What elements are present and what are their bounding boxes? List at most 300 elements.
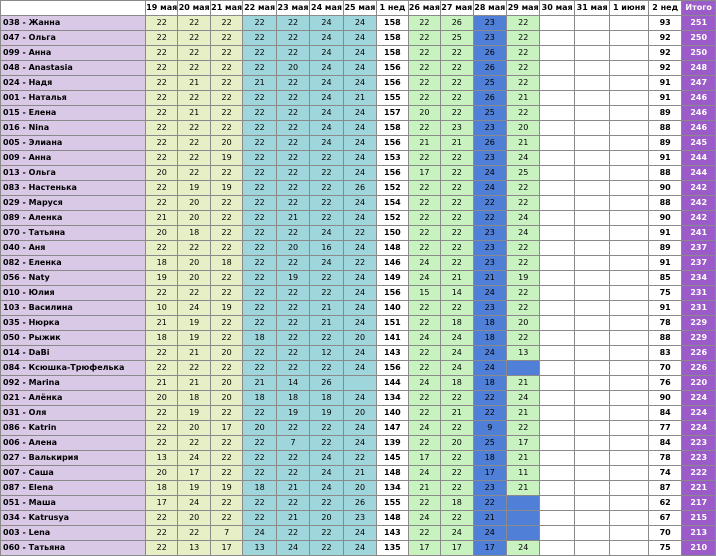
day-cell[interactable]: 22 (310, 526, 343, 541)
day-cell[interactable]: 22 (506, 256, 539, 271)
day-cell[interactable]: 18 (146, 256, 178, 271)
day-cell[interactable]: 22 (408, 436, 440, 451)
day-cell[interactable]: 22 (276, 361, 309, 376)
week2-sum[interactable]: 91 (648, 91, 681, 106)
day-cell[interactable]: 22 (276, 316, 309, 331)
day-cell[interactable]: 22 (243, 226, 276, 241)
day-cell[interactable] (610, 76, 649, 91)
day-cell[interactable]: 22 (243, 346, 276, 361)
day-cell[interactable]: 24 (441, 526, 473, 541)
day-cell[interactable]: 24 (310, 226, 343, 241)
day-cell[interactable]: 22 (146, 136, 178, 151)
participant-name[interactable]: 082 - Еленка (1, 256, 146, 271)
day-cell[interactable]: 22 (506, 16, 539, 31)
day-cell[interactable]: 21 (243, 76, 276, 91)
day-cell[interactable]: 22 (243, 301, 276, 316)
day-cell[interactable]: 21 (146, 376, 178, 391)
day-cell[interactable]: 22 (441, 196, 473, 211)
week2-sum[interactable]: 70 (648, 361, 681, 376)
day-cell[interactable] (574, 196, 609, 211)
day-cell[interactable]: 18 (243, 481, 276, 496)
total-sum[interactable]: 246 (682, 106, 716, 121)
day-cell[interactable]: 18 (276, 391, 309, 406)
day-cell[interactable] (540, 316, 574, 331)
day-cell[interactable] (574, 346, 609, 361)
participant-name[interactable]: 048 - Anastasia (1, 61, 146, 76)
total-sum[interactable]: 226 (682, 361, 716, 376)
week1-sum[interactable]: 140 (377, 301, 408, 316)
day-cell[interactable]: 24 (343, 436, 376, 451)
week1-sum[interactable]: 143 (377, 346, 408, 361)
day-cell[interactable]: 11 (506, 466, 539, 481)
day-cell[interactable]: 17 (146, 496, 178, 511)
day-cell[interactable]: 22 (310, 361, 343, 376)
week1-sum[interactable]: 150 (377, 226, 408, 241)
day-cell[interactable]: 24 (310, 121, 343, 136)
day-cell[interactable]: 22 (243, 91, 276, 106)
header-day[interactable]: 21 мая (210, 1, 242, 16)
day-cell[interactable]: 21 (473, 271, 506, 286)
week2-sum[interactable]: 92 (648, 61, 681, 76)
day-cell[interactable]: 23 (343, 511, 376, 526)
total-sum[interactable]: 220 (682, 376, 716, 391)
day-cell[interactable]: 22 (210, 241, 242, 256)
week2-sum[interactable]: 78 (648, 451, 681, 466)
day-cell[interactable]: 22 (243, 361, 276, 376)
day-cell[interactable]: 22 (178, 151, 210, 166)
day-cell[interactable] (610, 301, 649, 316)
day-cell[interactable] (574, 361, 609, 376)
week1-sum[interactable]: 156 (377, 361, 408, 376)
total-sum[interactable]: 242 (682, 181, 716, 196)
day-cell[interactable]: 26 (473, 61, 506, 76)
day-cell[interactable]: 22 (243, 466, 276, 481)
week1-sum[interactable]: 147 (377, 421, 408, 436)
participant-name[interactable]: 089 - Аленка (1, 211, 146, 226)
day-cell[interactable]: 22 (146, 196, 178, 211)
day-cell[interactable] (540, 511, 574, 526)
day-cell[interactable]: 22 (146, 76, 178, 91)
day-cell[interactable]: 13 (243, 541, 276, 556)
day-cell[interactable]: 20 (506, 121, 539, 136)
day-cell[interactable]: 17 (210, 421, 242, 436)
day-cell[interactable]: 23 (473, 31, 506, 46)
day-cell[interactable]: 26 (310, 376, 343, 391)
total-sum[interactable]: 234 (682, 271, 716, 286)
week1-sum[interactable]: 156 (377, 286, 408, 301)
day-cell[interactable]: 19 (178, 181, 210, 196)
day-cell[interactable]: 22 (210, 196, 242, 211)
day-cell[interactable]: 22 (146, 421, 178, 436)
total-sum[interactable]: 237 (682, 241, 716, 256)
day-cell[interactable]: 22 (408, 151, 440, 166)
day-cell[interactable]: 22 (243, 286, 276, 301)
day-cell[interactable]: 21 (408, 136, 440, 151)
day-cell[interactable]: 24 (343, 346, 376, 361)
day-cell[interactable] (610, 61, 649, 76)
day-cell[interactable]: 20 (343, 481, 376, 496)
day-cell[interactable] (610, 16, 649, 31)
day-cell[interactable] (574, 316, 609, 331)
day-cell[interactable]: 26 (441, 16, 473, 31)
day-cell[interactable] (506, 496, 539, 511)
day-cell[interactable]: 22 (408, 211, 440, 226)
day-cell[interactable]: 22 (276, 421, 309, 436)
day-cell[interactable]: 22 (276, 16, 309, 31)
day-cell[interactable]: 21 (276, 481, 309, 496)
header-day[interactable]: 30 мая (540, 1, 574, 16)
total-sum[interactable]: 237 (682, 256, 716, 271)
day-cell[interactable]: 20 (506, 316, 539, 331)
day-cell[interactable]: 22 (243, 496, 276, 511)
day-cell[interactable]: 22 (210, 106, 242, 121)
total-sum[interactable]: 224 (682, 421, 716, 436)
day-cell[interactable]: 22 (210, 31, 242, 46)
day-cell[interactable]: 19 (276, 271, 309, 286)
participant-name[interactable]: 010 - Юлия (1, 286, 146, 301)
day-cell[interactable]: 21 (146, 316, 178, 331)
week2-sum[interactable]: 91 (648, 256, 681, 271)
day-cell[interactable]: 22 (243, 271, 276, 286)
day-cell[interactable]: 20 (310, 511, 343, 526)
day-cell[interactable]: 22 (146, 526, 178, 541)
day-cell[interactable]: 24 (343, 526, 376, 541)
day-cell[interactable] (574, 526, 609, 541)
day-cell[interactable]: 22 (506, 241, 539, 256)
day-cell[interactable] (574, 226, 609, 241)
day-cell[interactable]: 22 (146, 436, 178, 451)
week2-sum[interactable]: 88 (648, 196, 681, 211)
day-cell[interactable]: 21 (178, 346, 210, 361)
day-cell[interactable]: 22 (441, 181, 473, 196)
day-cell[interactable]: 24 (310, 76, 343, 91)
week1-sum[interactable]: 151 (377, 316, 408, 331)
day-cell[interactable]: 17 (178, 466, 210, 481)
day-cell[interactable]: 24 (473, 361, 506, 376)
total-sum[interactable]: 210 (682, 541, 716, 556)
day-cell[interactable]: 22 (343, 256, 376, 271)
day-cell[interactable]: 26 (473, 46, 506, 61)
week1-sum[interactable]: 146 (377, 256, 408, 271)
day-cell[interactable]: 22 (146, 361, 178, 376)
week1-sum[interactable]: 144 (377, 376, 408, 391)
day-cell[interactable]: 20 (178, 511, 210, 526)
day-cell[interactable]: 26 (343, 496, 376, 511)
day-cell[interactable] (574, 151, 609, 166)
day-cell[interactable]: 22 (441, 466, 473, 481)
day-cell[interactable]: 22 (310, 436, 343, 451)
day-cell[interactable]: 20 (146, 166, 178, 181)
week2-sum[interactable]: 87 (648, 481, 681, 496)
week1-sum[interactable]: 135 (377, 541, 408, 556)
day-cell[interactable]: 24 (343, 211, 376, 226)
day-cell[interactable] (540, 196, 574, 211)
day-cell[interactable]: 21 (146, 211, 178, 226)
day-cell[interactable]: 22 (178, 16, 210, 31)
week1-sum[interactable]: 148 (377, 511, 408, 526)
day-cell[interactable]: 24 (310, 481, 343, 496)
participant-name[interactable]: 051 - Маша (1, 496, 146, 511)
total-sum[interactable]: 245 (682, 136, 716, 151)
day-cell[interactable]: 24 (343, 166, 376, 181)
day-cell[interactable] (540, 136, 574, 151)
day-cell[interactable]: 21 (506, 136, 539, 151)
day-cell[interactable] (540, 91, 574, 106)
day-cell[interactable]: 22 (178, 436, 210, 451)
day-cell[interactable] (574, 286, 609, 301)
day-cell[interactable]: 22 (441, 151, 473, 166)
day-cell[interactable]: 22 (441, 91, 473, 106)
day-cell[interactable]: 22 (276, 301, 309, 316)
week2-sum[interactable]: 92 (648, 31, 681, 46)
day-cell[interactable]: 22 (441, 511, 473, 526)
day-cell[interactable]: 21 (506, 481, 539, 496)
day-cell[interactable]: 20 (178, 271, 210, 286)
week2-sum[interactable]: 93 (648, 16, 681, 31)
day-cell[interactable]: 20 (146, 391, 178, 406)
header-day[interactable]: 27 мая (441, 1, 473, 16)
day-cell[interactable] (574, 331, 609, 346)
day-cell[interactable] (574, 76, 609, 91)
day-cell[interactable]: 22 (310, 151, 343, 166)
day-cell[interactable]: 22 (276, 451, 309, 466)
day-cell[interactable]: 23 (473, 256, 506, 271)
day-cell[interactable] (574, 166, 609, 181)
day-cell[interactable]: 17 (210, 541, 242, 556)
day-cell[interactable]: 22 (506, 301, 539, 316)
day-cell[interactable]: 26 (343, 181, 376, 196)
day-cell[interactable] (574, 106, 609, 121)
participant-name[interactable]: 003 - Lena (1, 526, 146, 541)
day-cell[interactable] (574, 376, 609, 391)
day-cell[interactable]: 22 (243, 151, 276, 166)
week2-sum[interactable]: 91 (648, 301, 681, 316)
day-cell[interactable] (540, 451, 574, 466)
day-cell[interactable]: 22 (408, 241, 440, 256)
day-cell[interactable]: 22 (146, 541, 178, 556)
day-cell[interactable]: 22 (146, 511, 178, 526)
day-cell[interactable]: 24 (506, 541, 539, 556)
day-cell[interactable]: 22 (146, 61, 178, 76)
participant-name[interactable]: 035 - Нюрка (1, 316, 146, 331)
day-cell[interactable] (540, 61, 574, 76)
day-cell[interactable] (610, 166, 649, 181)
participant-name[interactable]: 014 - DaBi (1, 346, 146, 361)
week2-sum[interactable]: 88 (648, 166, 681, 181)
day-cell[interactable] (610, 241, 649, 256)
day-cell[interactable] (610, 361, 649, 376)
week1-sum[interactable]: 156 (377, 136, 408, 151)
day-cell[interactable]: 24 (506, 211, 539, 226)
day-cell[interactable]: 24 (310, 46, 343, 61)
day-cell[interactable]: 22 (276, 76, 309, 91)
day-cell[interactable] (574, 421, 609, 436)
header-day[interactable]: 28 мая (473, 1, 506, 16)
participant-name[interactable]: 092 - Marina (1, 376, 146, 391)
day-cell[interactable] (540, 391, 574, 406)
week2-sum[interactable]: 77 (648, 421, 681, 436)
week1-sum[interactable]: 155 (377, 496, 408, 511)
week2-sum[interactable]: 74 (648, 466, 681, 481)
total-sum[interactable]: 251 (682, 16, 716, 31)
week1-sum[interactable]: 158 (377, 121, 408, 136)
day-cell[interactable] (610, 316, 649, 331)
day-cell[interactable] (540, 241, 574, 256)
day-cell[interactable]: 22 (441, 211, 473, 226)
day-cell[interactable] (610, 451, 649, 466)
day-cell[interactable]: 22 (506, 196, 539, 211)
day-cell[interactable] (610, 196, 649, 211)
day-cell[interactable]: 23 (473, 481, 506, 496)
day-cell[interactable]: 21 (506, 376, 539, 391)
day-cell[interactable]: 20 (343, 406, 376, 421)
week2-sum[interactable]: 89 (648, 106, 681, 121)
day-cell[interactable]: 21 (506, 91, 539, 106)
day-cell[interactable]: 17 (408, 541, 440, 556)
day-cell[interactable]: 22 (210, 46, 242, 61)
day-cell[interactable]: 22 (210, 466, 242, 481)
day-cell[interactable] (610, 106, 649, 121)
participant-name[interactable]: 084 - Ксюшка-Трюфелька (1, 361, 146, 376)
day-cell[interactable]: 24 (310, 136, 343, 151)
day-cell[interactable]: 24 (441, 361, 473, 376)
day-cell[interactable] (574, 181, 609, 196)
day-cell[interactable]: 21 (310, 301, 343, 316)
day-cell[interactable] (540, 166, 574, 181)
day-cell[interactable]: 20 (210, 346, 242, 361)
day-cell[interactable]: 22 (146, 31, 178, 46)
day-cell[interactable]: 22 (146, 16, 178, 31)
total-sum[interactable]: 241 (682, 226, 716, 241)
total-sum[interactable]: 231 (682, 286, 716, 301)
day-cell[interactable] (574, 301, 609, 316)
day-cell[interactable]: 24 (408, 331, 440, 346)
day-cell[interactable]: 24 (441, 346, 473, 361)
day-cell[interactable]: 22 (276, 91, 309, 106)
day-cell[interactable]: 18 (178, 391, 210, 406)
day-cell[interactable]: 19 (178, 316, 210, 331)
header-week1[interactable]: 1 нед (377, 1, 408, 16)
day-cell[interactable]: 22 (243, 31, 276, 46)
day-cell[interactable]: 22 (276, 286, 309, 301)
day-cell[interactable]: 21 (441, 271, 473, 286)
participant-name[interactable]: 021 - Алёнка (1, 391, 146, 406)
day-cell[interactable]: 22 (343, 451, 376, 466)
week1-sum[interactable]: 154 (377, 196, 408, 211)
participant-name[interactable]: 070 - Татьяна (1, 226, 146, 241)
day-cell[interactable]: 22 (441, 61, 473, 76)
day-cell[interactable]: 21 (178, 376, 210, 391)
day-cell[interactable]: 24 (408, 271, 440, 286)
day-cell[interactable]: 16 (310, 241, 343, 256)
day-cell[interactable]: 22 (243, 166, 276, 181)
day-cell[interactable]: 22 (146, 121, 178, 136)
week2-sum[interactable]: 83 (648, 346, 681, 361)
day-cell[interactable]: 13 (178, 541, 210, 556)
week2-sum[interactable]: 67 (648, 511, 681, 526)
day-cell[interactable]: 19 (210, 151, 242, 166)
day-cell[interactable]: 19 (178, 406, 210, 421)
day-cell[interactable]: 23 (473, 121, 506, 136)
total-sum[interactable]: 250 (682, 31, 716, 46)
total-sum[interactable]: 222 (682, 466, 716, 481)
day-cell[interactable]: 18 (441, 316, 473, 331)
week1-sum[interactable]: 149 (377, 271, 408, 286)
day-cell[interactable]: 22 (243, 241, 276, 256)
day-cell[interactable]: 22 (210, 91, 242, 106)
day-cell[interactable]: 22 (243, 46, 276, 61)
day-cell[interactable] (610, 481, 649, 496)
day-cell[interactable]: 24 (343, 541, 376, 556)
day-cell[interactable]: 22 (441, 256, 473, 271)
participant-name[interactable]: 060 - Татьяна (1, 541, 146, 556)
day-cell[interactable] (540, 16, 574, 31)
day-cell[interactable] (540, 256, 574, 271)
day-cell[interactable]: 20 (243, 421, 276, 436)
day-cell[interactable]: 24 (343, 151, 376, 166)
day-cell[interactable]: 22 (473, 406, 506, 421)
day-cell[interactable]: 22 (243, 256, 276, 271)
day-cell[interactable]: 19 (178, 331, 210, 346)
day-cell[interactable]: 22 (408, 226, 440, 241)
day-cell[interactable] (574, 436, 609, 451)
day-cell[interactable] (506, 511, 539, 526)
participant-name[interactable]: 040 - Аня (1, 241, 146, 256)
day-cell[interactable]: 22 (178, 166, 210, 181)
day-cell[interactable]: 22 (506, 181, 539, 196)
day-cell[interactable]: 22 (210, 316, 242, 331)
day-cell[interactable]: 22 (276, 136, 309, 151)
day-cell[interactable] (540, 541, 574, 556)
day-cell[interactable]: 19 (210, 301, 242, 316)
day-cell[interactable]: 23 (473, 16, 506, 31)
week2-sum[interactable]: 90 (648, 181, 681, 196)
day-cell[interactable]: 14 (276, 376, 309, 391)
day-cell[interactable] (610, 511, 649, 526)
day-cell[interactable] (540, 376, 574, 391)
day-cell[interactable]: 19 (506, 271, 539, 286)
day-cell[interactable]: 22 (146, 106, 178, 121)
day-cell[interactable] (540, 76, 574, 91)
day-cell[interactable]: 22 (276, 151, 309, 166)
day-cell[interactable]: 17 (408, 166, 440, 181)
day-cell[interactable] (610, 286, 649, 301)
week1-sum[interactable]: 152 (377, 181, 408, 196)
week2-sum[interactable]: 85 (648, 271, 681, 286)
day-cell[interactable] (540, 496, 574, 511)
day-cell[interactable]: 22 (243, 16, 276, 31)
week1-sum[interactable]: 156 (377, 166, 408, 181)
day-cell[interactable]: 22 (310, 541, 343, 556)
total-sum[interactable]: 231 (682, 301, 716, 316)
total-sum[interactable]: 224 (682, 391, 716, 406)
day-cell[interactable]: 22 (276, 121, 309, 136)
day-cell[interactable] (574, 511, 609, 526)
day-cell[interactable]: 22 (178, 46, 210, 61)
day-cell[interactable]: 24 (343, 31, 376, 46)
day-cell[interactable]: 18 (473, 451, 506, 466)
day-cell[interactable]: 22 (441, 481, 473, 496)
day-cell[interactable] (610, 211, 649, 226)
day-cell[interactable]: 19 (276, 406, 309, 421)
day-cell[interactable]: 24 (473, 526, 506, 541)
day-cell[interactable]: 21 (506, 451, 539, 466)
day-cell[interactable]: 22 (243, 211, 276, 226)
day-cell[interactable]: 21 (441, 406, 473, 421)
day-cell[interactable]: 22 (178, 31, 210, 46)
day-cell[interactable]: 20 (408, 106, 440, 121)
day-cell[interactable]: 22 (276, 331, 309, 346)
